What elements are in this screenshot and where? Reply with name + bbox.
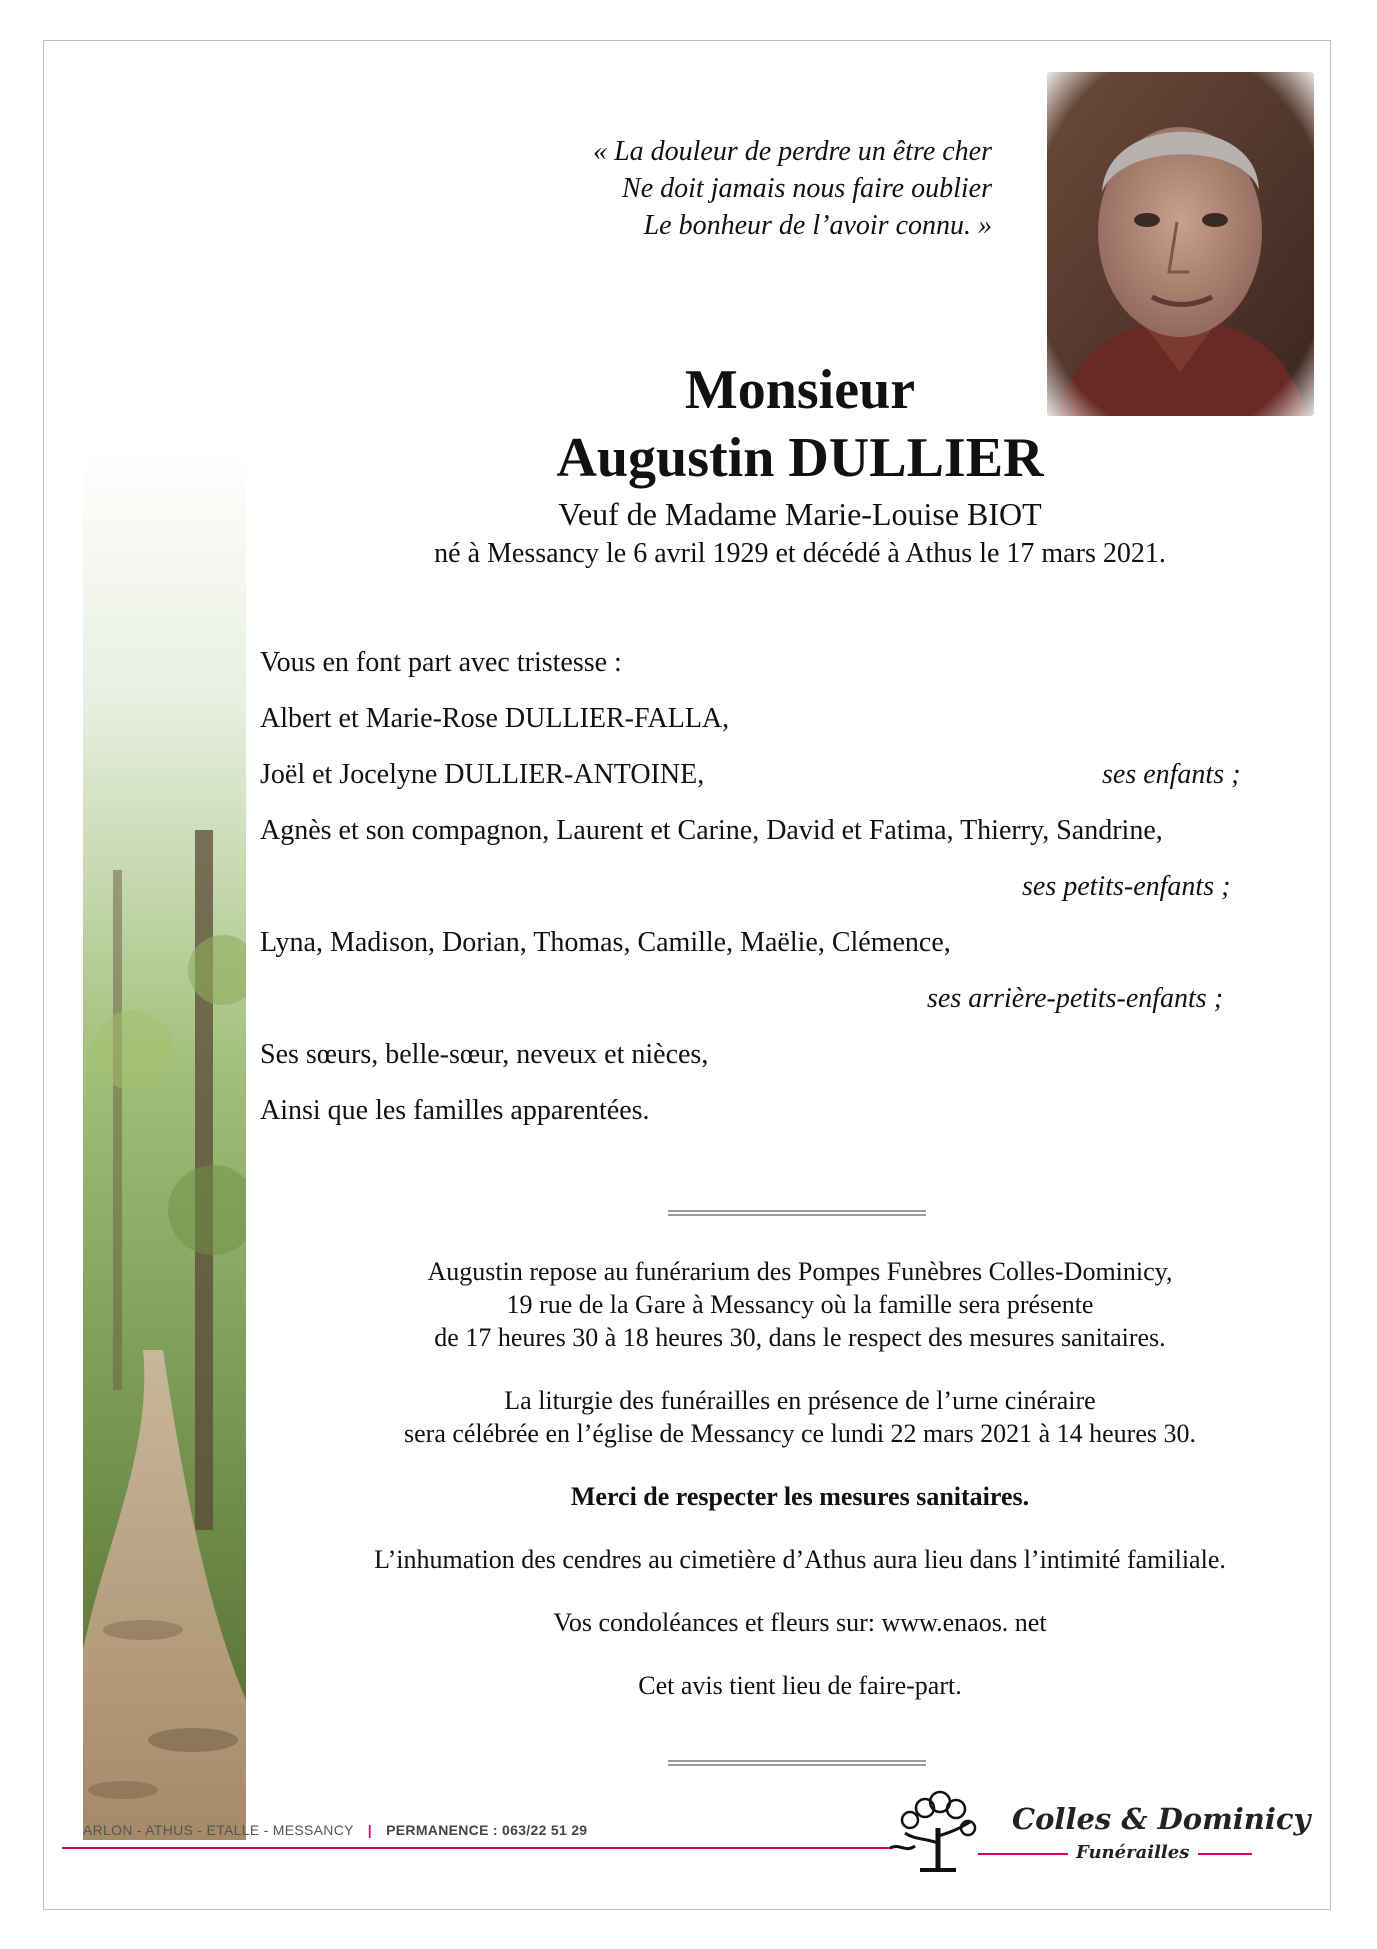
grandchildren-label: ses petits-enfants ; — [1022, 871, 1231, 902]
brand-logo — [880, 1788, 1311, 1878]
funeral-info — [250, 1255, 1350, 1702]
sanitary-measures-notice: Merci de respecter les mesures sanitaires. — [570, 1482, 1030, 1511]
deceased-name: Augustin DULLIER — [556, 427, 1044, 489]
children-line-2: Joël et Jocelyne DULLIER-ANTOINE, — [260, 759, 705, 790]
family-intro: Vous en font part avec tristesse : — [260, 647, 622, 678]
brand-subtitle: Funérailles — [1076, 1842, 1190, 1863]
birth-death-dates: né à Messancy le 6 avril 1929 et décédé à Athus le 17 mars 2021. — [434, 538, 1166, 569]
spouse-line: Veuf de Madame Marie-Louise BIOT — [558, 496, 1042, 532]
children-label: ses enfants ; — [1102, 759, 1241, 790]
footer-permanence: PERMANENCE : 063/22 51 29 — [386, 1822, 588, 1838]
burial-line: L’inhumation des cendres au cimetière d’Athus aura lieu dans l’intimité familiale. — [374, 1545, 1226, 1574]
brand-name: Colles & Dominicy — [1012, 1802, 1311, 1836]
rest-line-1: Augustin repose au funérarium des Pompes Funèbres Colles-Dominicy, — [427, 1257, 1173, 1286]
great-grandchildren-label: ses arrière-petits-enfants ; — [927, 983, 1224, 1014]
opening-quote — [593, 133, 992, 244]
related-families-line: Ainsi que les familles apparentées. — [260, 1095, 650, 1126]
liturgy-line-1: La liturgie des funérailles en présence de l’urne cinéraire — [504, 1386, 1096, 1415]
liturgy-line-2: sera célébrée en l’église de Messancy ce lundi 22 mars 2021 à 14 heures 30. — [404, 1419, 1196, 1448]
footer-accent-line — [62, 1847, 892, 1849]
quote-line-1: « La douleur de perdre un être cher — [593, 136, 992, 167]
rest-line-2: 19 rue de la Gare à Messancy où la famille sera présente — [506, 1290, 1094, 1319]
separator-bottom — [668, 1760, 926, 1766]
footer-locations: ARLON - ATHUS - ETALLE - MESSANCY — [83, 1822, 354, 1838]
honorific: Monsieur — [684, 359, 916, 421]
siblings-line: Ses sœurs, belle-sœur, neveux et nièces, — [260, 1039, 709, 1070]
children-line-1: Albert et Marie-Rose DULLIER-FALLA, — [260, 703, 730, 734]
quote-line-2: Ne doit jamais nous faire oublier — [622, 173, 992, 204]
separator-top — [668, 1210, 926, 1216]
brand-line-left — [978, 1853, 1068, 1855]
condolences-line: Vos condoléances et fleurs sur: www.enaos. net — [553, 1608, 1047, 1637]
great-grandchildren-line: Lyna, Madison, Dorian, Thomas, Camille, Maëlie, Clémence, — [260, 927, 951, 958]
notice-line: Cet avis tient lieu de faire-part. — [638, 1671, 962, 1700]
grandchildren-line: Agnès et son compagnon, Laurent et Carine, David et Fatima, Thierry, Sandrine, — [260, 815, 1163, 846]
quote-line-3: Le bonheur de l’avoir connu. » — [643, 210, 992, 241]
tree-logo-icon — [880, 1788, 990, 1878]
footer-contact — [83, 1822, 587, 1838]
rest-line-3: de 17 heures 30 à 18 heures 30, dans le respect des mesures sanitaires. — [434, 1323, 1166, 1352]
forest-path-image — [83, 450, 246, 1840]
footer-separator: | — [367, 1822, 372, 1838]
brand-line-right — [1198, 1853, 1252, 1855]
